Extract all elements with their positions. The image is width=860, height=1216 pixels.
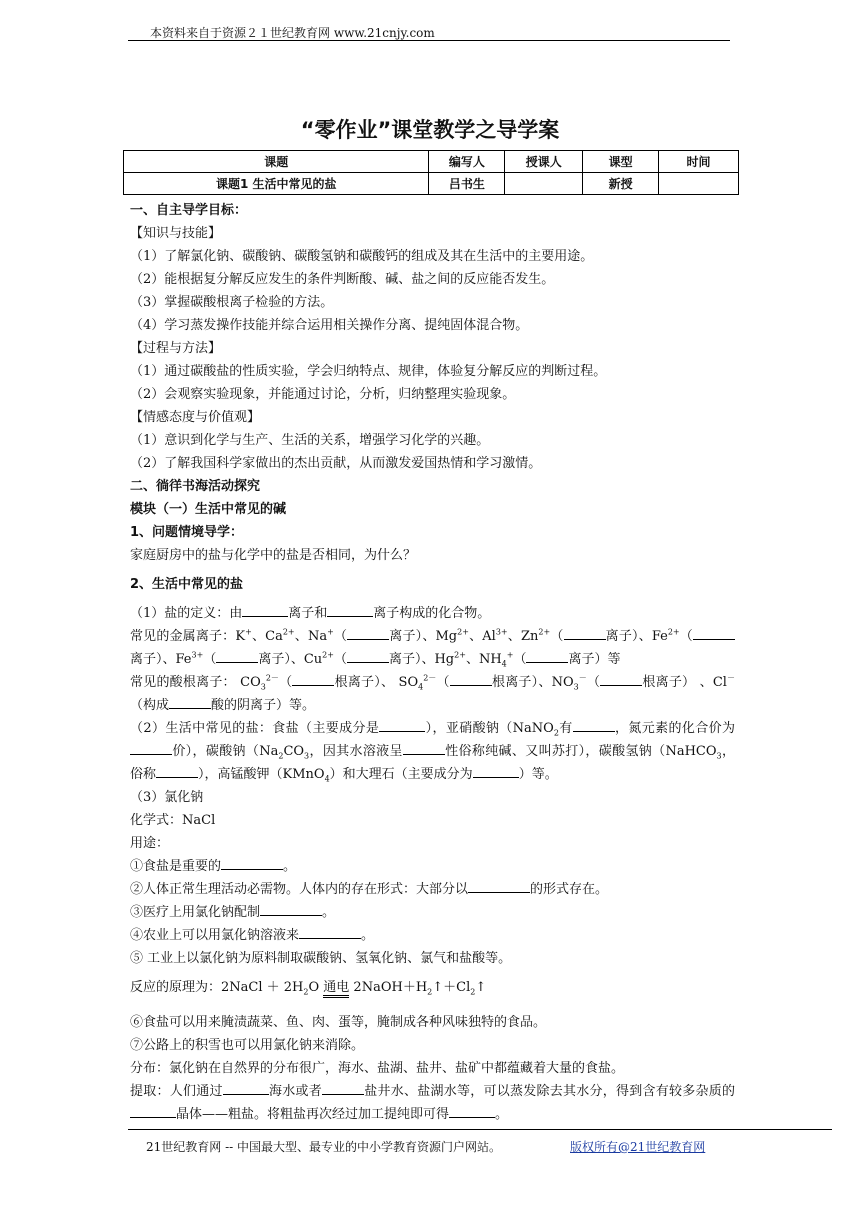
use-item: ⑥食盐可以用来腌渍蔬菜、鱼、肉、蛋等，腌制成各种风味独特的食品。 [130, 1015, 547, 1030]
fill-blank[interactable] [130, 740, 172, 755]
copyright-link[interactable]: 版权所有@21世纪教育网 [570, 1140, 706, 1154]
use-item: ①食盐是重要的 。 [130, 855, 735, 878]
fill-blank[interactable] [299, 924, 361, 939]
fill-blank[interactable] [327, 602, 373, 617]
salt-definition: （1）盐的定义：由 离子和 离子构成的化合物。 [130, 602, 735, 625]
use-item: ⑤ 工业上以氯化钠为原料制取碳酸钠、氢氧化钠、氯气和盐酸等。 [130, 951, 512, 966]
document-body [130, 199, 735, 1126]
fill-blank[interactable] [347, 648, 389, 663]
fill-blank[interactable] [216, 648, 258, 663]
fill-blank[interactable] [156, 763, 198, 778]
table-cell-time [659, 173, 739, 195]
footer-divider [128, 1129, 832, 1130]
fill-blank[interactable] [526, 648, 568, 663]
fill-blank[interactable] [130, 1103, 176, 1118]
question-title: 2、生活中常见的盐 [130, 577, 244, 592]
use-item: ③医疗上用氯化钠配制 。 [130, 901, 735, 924]
nacl-title: （3）氯化钠 [130, 790, 204, 805]
table-header-cell: 时间 [659, 151, 739, 173]
fill-blank[interactable] [379, 717, 425, 732]
fill-blank[interactable] [403, 740, 445, 755]
table-header-cell: 授课人 [505, 151, 583, 173]
table-header-cell: 课题 [124, 151, 429, 173]
subsection-title: 【情感态度与价值观】 [130, 410, 261, 425]
lesson-info-table [123, 150, 739, 195]
nacl-uses-label: 用途： [130, 836, 170, 851]
table-cell-teacher [505, 173, 583, 195]
objective-item: （1）通过碳酸盐的性质实验，学会归纳特点、规律，体验复分解反应的判断过程。 [130, 364, 607, 379]
table-cell-type: 新授 [583, 173, 659, 195]
page-title: “零作业”课堂教学之导学案 [300, 118, 560, 142]
fill-blank[interactable] [449, 1103, 495, 1118]
fill-blank[interactable] [347, 625, 389, 640]
objective-item: （1）意识到化学与生产、生活的关系，增强学习化学的兴趣。 [130, 433, 490, 448]
subsection-title: 【知识与技能】 [130, 226, 222, 241]
module-title: 模块（一）生活中常见的碱 [130, 502, 287, 517]
acid-ions-text: 常见的酸根离子： $CO_3^{2-}$（ 根离子）、 $SO_4^{2-}$（ 根离子）、$NO_3^-$（ 根离子） 、Cl－（构成 酸的阴离子）等。 [130, 671, 735, 717]
objective-item: （2）了解我国科学家做出的杰出贡献，从而激发爱国热情和学习激情。 [130, 456, 542, 471]
fill-blank[interactable] [693, 625, 735, 640]
objective-item: （2）会观察实验现象，并能通过讨论，分析，归纳整理实验现象。 [130, 387, 516, 402]
fill-blank[interactable] [573, 717, 615, 732]
page-header-source: 本资料来自于资源２１世纪教育网 www.21cnjy.com [150, 26, 435, 40]
fill-blank[interactable] [260, 901, 322, 916]
fill-blank[interactable] [221, 855, 283, 870]
objective-item: （4）学习蒸发操作技能并综合运用相关操作分离、提纯固体混合物。 [130, 318, 529, 333]
fill-blank[interactable] [450, 671, 492, 686]
nacl-formula: 化学式：NaCl [130, 813, 216, 828]
use-item: ⑦公路上的积雪也可以用氯化钠来消除。 [130, 1038, 365, 1053]
table-cell-topic: 课题1 生活中常见的盐 [124, 173, 429, 195]
section-heading: 二、徜徉书海活动探究 [130, 479, 261, 494]
reaction-condition: 通电 [323, 981, 349, 998]
footer-text: 21世纪教育网 -- 中国最大型、最专业的中小学教育资源门户网站。 [146, 1140, 502, 1154]
fill-blank[interactable] [600, 671, 642, 686]
fill-blank[interactable] [242, 602, 288, 617]
common-salts-text: （2）生活中常见的盐：食盐（主要成分是 ），亚硝酸钠（NaNO$_2$有 ，氮元素的化合价为价），碳酸钠（$Na_2CO_3$，因其水溶液呈 性俗称纯碱、又叫苏打），碳酸氢钠（NaHCO$_3$，俗称 ），高锰酸钾（KMnO$_4$）和大理石（主要成分为 ）等。 [130, 717, 735, 786]
fill-blank[interactable] [292, 671, 334, 686]
fill-blank[interactable] [322, 1080, 364, 1095]
use-item: ②人体正常生理活动必需物。人体内的存在形式：大部分以 的形式存在。 [130, 878, 735, 901]
use-item: ④农业上可以用氯化钠溶液来 。 [130, 924, 735, 947]
table-row [124, 173, 739, 195]
fill-blank[interactable] [223, 1080, 269, 1095]
table-header-row [124, 151, 739, 173]
table-header-cell: 编写人 [429, 151, 505, 173]
extraction-text: 提取：人们通过 海水或者 盐井水、盐湖水等，可以蒸发除去其水分，得到含有较多杂质的晶体——粗盐。将粗盐再次经过加工提纯即可得 。 [130, 1080, 735, 1126]
table-cell-author: 吕书生 [429, 173, 505, 195]
fill-blank[interactable] [169, 694, 211, 709]
objective-item: （1）了解氯化钠、碳酸钠、碳酸氢钠和碳酸钙的组成及其在生活中的主要用途。 [130, 249, 594, 264]
metal-ions-text: 常见的金属离子：K+、$Ca^{2+}$、Na+（ 离子）、$Mg^{2+}$、$Al^{3+}$、$Zn^{2+}$（ 离子）、$Fe^{2+}$（离子）、$Fe^{3+}$（ 离子）、$Cu^{2+}$（ 离子）、$Hg^{2+}$、$NH_4^+$（ 离子）等 [130, 625, 735, 671]
subsection-title: 【过程与方法】 [130, 341, 222, 356]
fill-blank[interactable] [468, 878, 530, 893]
reaction-equation: 反应的原理为：2NaCl ＋ $2H_2O$ 通电 $2NaOH+H_2↑+Cl_2↑$ [130, 980, 487, 997]
table-header-cell: 课型 [583, 151, 659, 173]
section-heading: 一、自主导学目标： [130, 203, 248, 218]
header-divider [128, 40, 730, 41]
fill-blank[interactable] [473, 763, 519, 778]
question-title: 1、问题情境导学： [130, 525, 244, 540]
question-text: 家庭厨房中的盐与化学中的盐是否相同，为什么？ [130, 548, 417, 563]
objective-item: （2）能根据复分解反应发生的条件判断酸、碱、盐之间的反应能否发生。 [130, 272, 555, 287]
distribution-text: 分布：氯化钠在自然界的分布很广，海水、盐湖、盐井、盐矿中都蕴藏着大量的食盐。 [130, 1061, 625, 1076]
objective-item: （3）掌握碳酸根离子检验的方法。 [130, 295, 334, 310]
fill-blank[interactable] [564, 625, 606, 640]
